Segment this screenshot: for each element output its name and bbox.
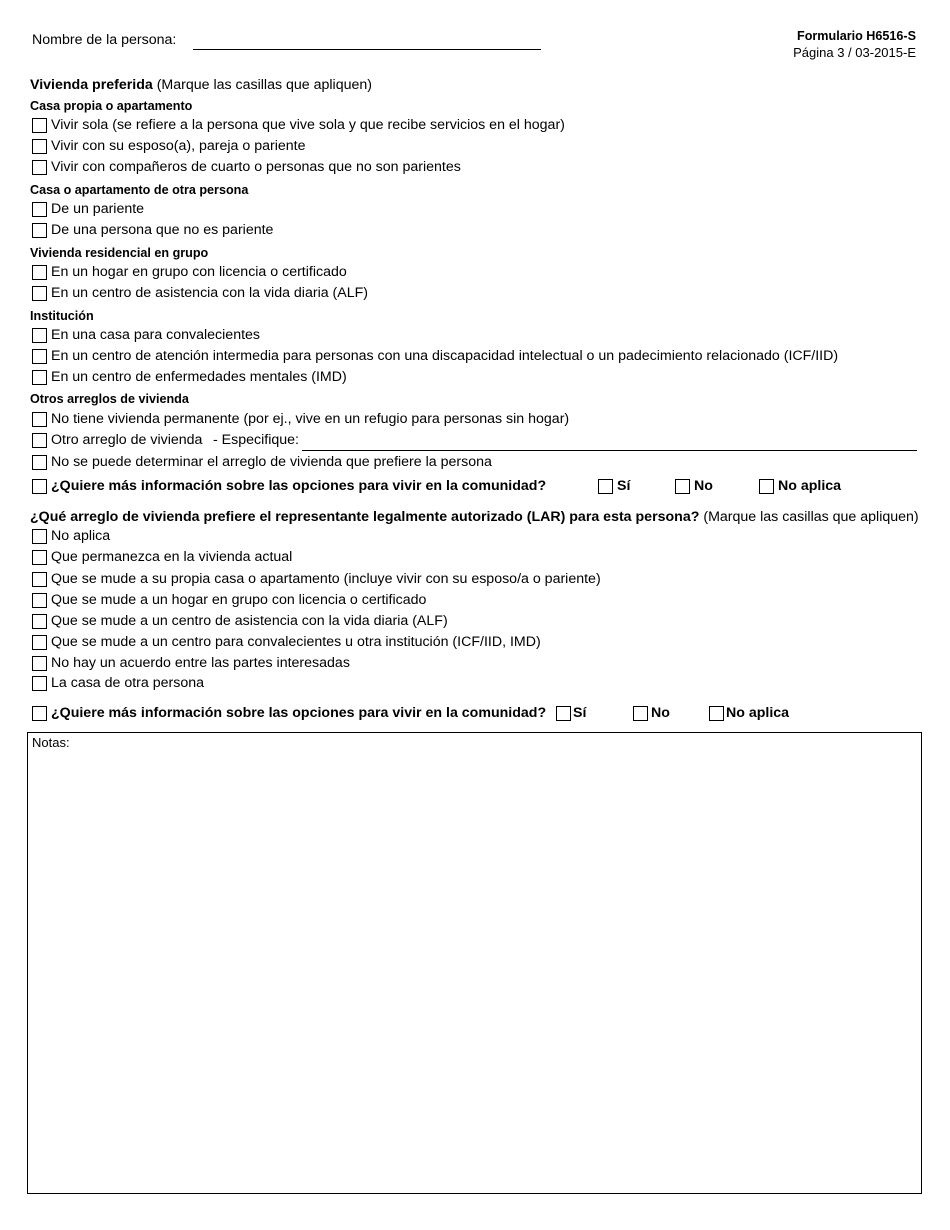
checkbox-yes[interactable] <box>556 706 571 721</box>
group-heading-own-home: Casa propia o apartamento <box>30 99 193 113</box>
person-name-label: Nombre de la persona: <box>32 32 177 48</box>
checkbox-yes[interactable] <box>598 479 613 494</box>
option-label: Que permanezca en la vivienda actual <box>51 549 293 565</box>
checkbox-imd[interactable] <box>32 370 47 385</box>
option-label: De un pariente <box>51 201 145 217</box>
checkbox-icf-iid[interactable] <box>32 349 47 364</box>
group-heading-institution: Institución <box>30 309 94 323</box>
more-info-question: ¿Quiere más información sobre las opciones para vivir en la comunidad? <box>51 705 547 721</box>
checkbox-no[interactable] <box>633 706 648 721</box>
specify-field[interactable] <box>302 450 917 451</box>
checkbox-no[interactable] <box>675 479 690 494</box>
section-title-preferred-housing <box>30 76 372 94</box>
section-instruction: (Marque las casillas que apliquen) <box>156 77 372 93</box>
checkbox-alf[interactable] <box>32 286 47 301</box>
notes-label: Notas: <box>32 735 70 750</box>
checkbox-group-home[interactable] <box>32 265 47 280</box>
checkbox-lar-not-applicable[interactable] <box>32 529 47 544</box>
page-info: Página 3 / 03-2015-E <box>793 45 916 60</box>
checkbox-more-info-lar[interactable] <box>32 706 47 721</box>
checkbox-no-permanent-housing[interactable] <box>32 412 47 427</box>
option-label: De una persona que no es pariente <box>51 222 274 238</box>
checkbox-not-applicable[interactable] <box>709 706 724 721</box>
option-label: Vivir sola (se refiere a la persona que vive sola y que recibe servicios en el hogar) <box>51 117 565 133</box>
answer-yes: Sí <box>573 705 587 721</box>
checkbox-lar-stay-current[interactable] <box>32 550 47 565</box>
checkbox-relative-home[interactable] <box>32 202 47 217</box>
checkbox-lar-institution[interactable] <box>32 635 47 650</box>
option-label: Que se mude a su propia casa o apartamento (incluye vivir con su esposo/a o pariente) <box>51 571 601 587</box>
option-label: Que se mude a un centro para convalecientes u otra institución (ICF/IID, IMD) <box>51 634 541 650</box>
option-label: Que se mude a un hogar en grupo con licencia o certificado <box>51 592 427 608</box>
answer-no: No <box>694 478 713 494</box>
form-title: Formulario H6516-S <box>797 29 916 43</box>
group-heading-other-arrangements: Otros arreglos de vivienda <box>30 392 189 406</box>
checkbox-lar-group-home[interactable] <box>32 593 47 608</box>
option-label: No aplica <box>51 528 111 544</box>
option-label: No tiene vivienda permanente (por ej., vive en un refugio para personas sin hogar) <box>51 411 570 427</box>
checkbox-not-applicable[interactable] <box>759 479 774 494</box>
answer-yes: Sí <box>617 478 631 494</box>
checkbox-lar-other-home[interactable] <box>32 676 47 691</box>
checkbox-live-with-spouse[interactable] <box>32 139 47 154</box>
specify-label: - Especifique: <box>213 432 299 448</box>
checkbox-other-arrangement[interactable] <box>32 433 47 448</box>
option-label: Vivir con compañeros de cuarto o personas que no son parientes <box>51 159 461 175</box>
checkbox-lar-alf[interactable] <box>32 614 47 629</box>
section-title: Vivienda preferida <box>30 77 153 93</box>
option-label: Que se mude a un centro de asistencia con la vida diaria (ALF) <box>51 613 448 629</box>
checkbox-lar-no-agreement[interactable] <box>32 656 47 671</box>
person-name-field[interactable] <box>193 49 541 50</box>
option-label: En una casa para convalecientes <box>51 327 261 343</box>
option-label: No se puede determinar el arreglo de vivienda que prefiere la persona <box>51 454 492 470</box>
checkbox-lar-own-home[interactable] <box>32 572 47 587</box>
group-heading-other-home: Casa o apartamento de otra persona <box>30 183 249 197</box>
option-label: En un hogar en grupo con licencia o certificado <box>51 264 347 280</box>
more-info-question: ¿Quiere más información sobre las opciones para vivir en la comunidad? <box>51 478 547 494</box>
checkbox-undetermined[interactable] <box>32 455 47 470</box>
option-label: En un centro de atención intermedia para personas con una discapacidad intelectual o un padecimiento relacionado (ICF/IID) <box>51 348 839 364</box>
lar-question <box>30 508 919 526</box>
group-heading-group-residence: Vivienda residencial en grupo <box>30 246 209 260</box>
option-label: La casa de otra persona <box>51 675 205 691</box>
option-label: No hay un acuerdo entre las partes interesadas <box>51 655 350 671</box>
lar-question-text: ¿Qué arreglo de vivienda prefiere el representante legalmente autorizado (LAR) para esta persona? <box>30 509 700 525</box>
option-label: En un centro de enfermedades mentales (IMD) <box>51 369 347 385</box>
option-label: En un centro de asistencia con la vida diaria (ALF) <box>51 285 369 301</box>
checkbox-non-relative-home[interactable] <box>32 223 47 238</box>
option-label: Otro arreglo de vivienda <box>51 432 203 448</box>
answer-not-applicable: No aplica <box>778 478 842 494</box>
answer-not-applicable: No aplica <box>726 705 790 721</box>
checkbox-live-alone[interactable] <box>32 118 47 133</box>
checkbox-nursing-home[interactable] <box>32 328 47 343</box>
notes-box[interactable] <box>27 732 922 1194</box>
option-label: Vivir con su esposo(a), pareja o pariente <box>51 138 306 154</box>
checkbox-more-info[interactable] <box>32 479 47 494</box>
lar-instruction: (Marque las casillas que apliquen) <box>703 509 919 525</box>
checkbox-live-with-roommates[interactable] <box>32 160 47 175</box>
answer-no: No <box>651 705 670 721</box>
